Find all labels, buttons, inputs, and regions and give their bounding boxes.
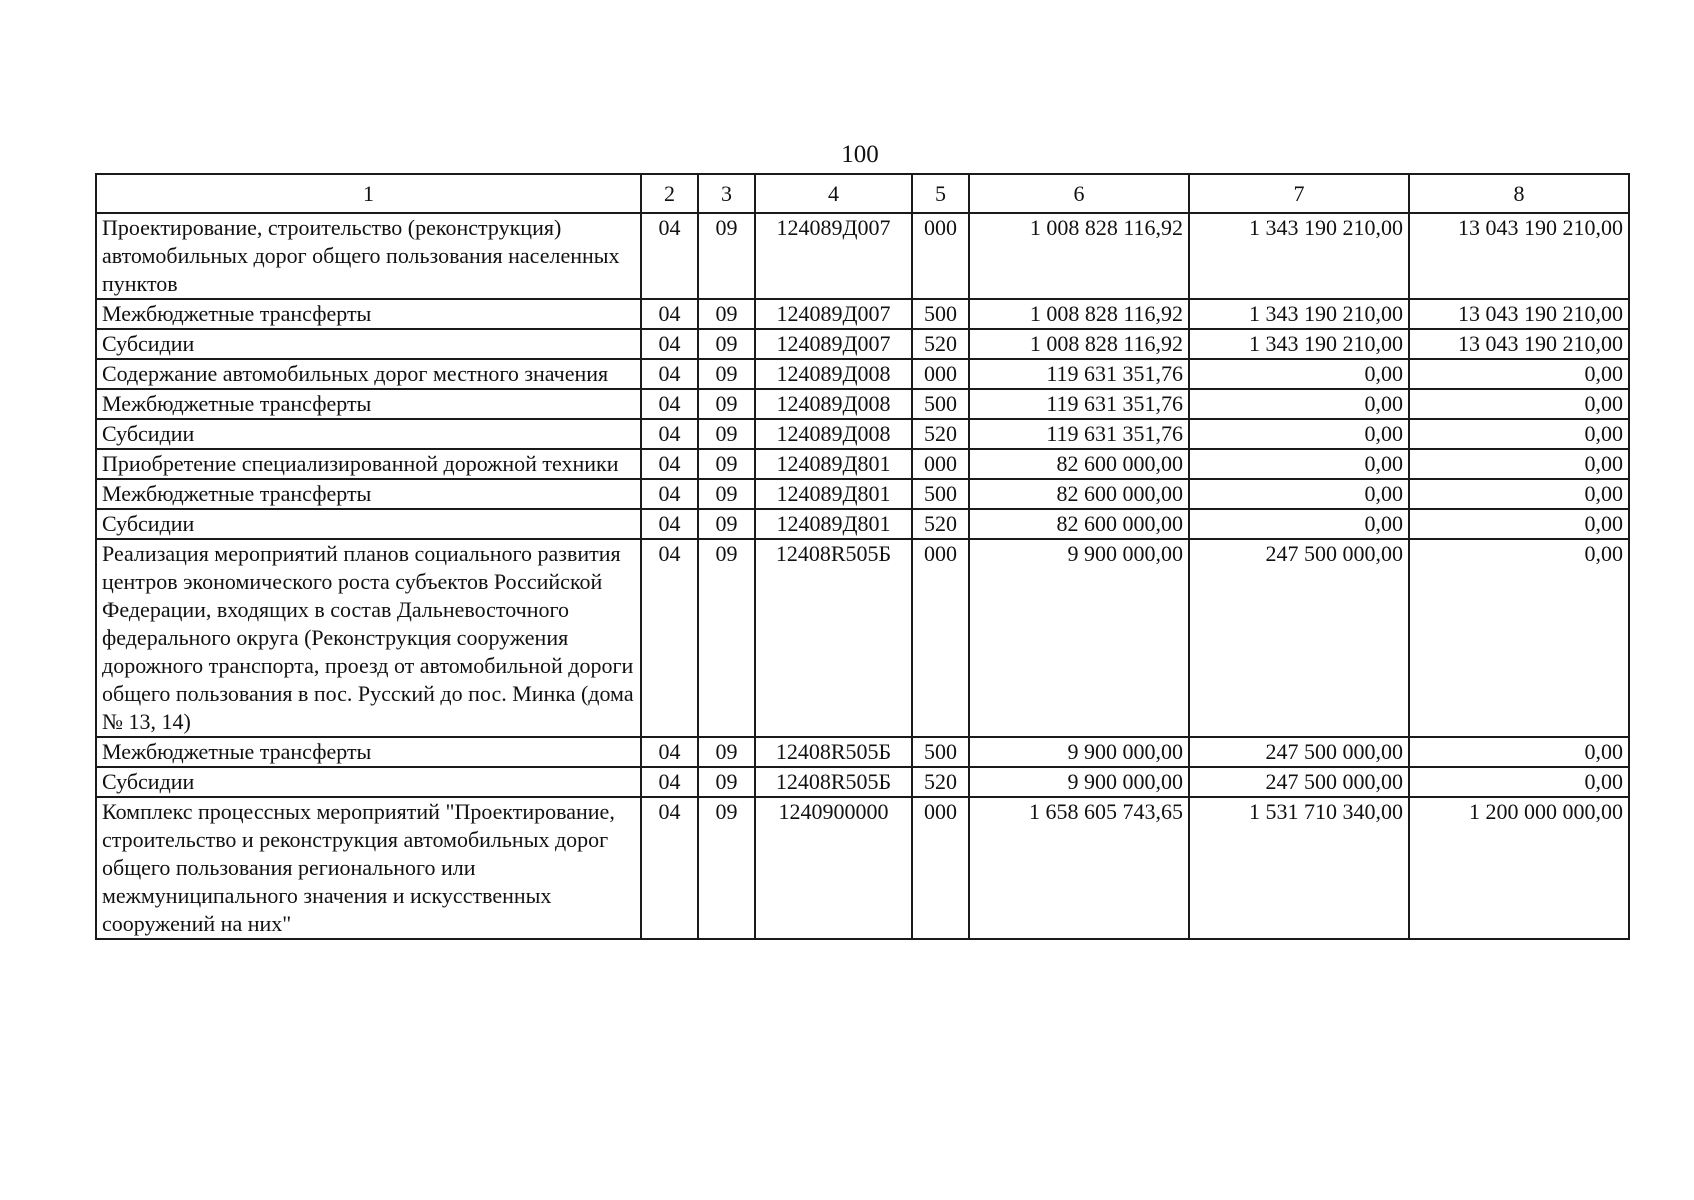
table-row bbox=[96, 539, 1629, 737]
amount-column-6: 119 631 351,76 bbox=[969, 359, 1189, 389]
target-article-code: 124089Д801 bbox=[755, 509, 912, 539]
amount-column-7: 0,00 bbox=[1189, 479, 1409, 509]
table-row bbox=[96, 509, 1629, 539]
amount-column-7: 247 500 000,00 bbox=[1189, 767, 1409, 797]
row-name: Субсидии bbox=[96, 509, 641, 539]
table-row bbox=[96, 419, 1629, 449]
subsection-code: 09 bbox=[698, 419, 755, 449]
row-name: Межбюджетные трансферты bbox=[96, 389, 641, 419]
row-name: Приобретение специализированной дорожной техники bbox=[96, 449, 641, 479]
row-name: Реализация мероприятий планов социального развития центров экономического роста субъектов Российской Федерации, входящих в состав Дальневосточного федерального округа (Реконструкция сооружения дорожного транспорта, проезд от автомобильной дороги общего пользования в пос. Русский до пос. Минка (дома № 13, 14) bbox=[96, 539, 641, 737]
amount-column-8: 0,00 bbox=[1409, 767, 1629, 797]
expense-type-code: 000 bbox=[912, 797, 969, 939]
amount-column-8: 13 043 190 210,00 bbox=[1409, 329, 1629, 359]
column-header: 3 bbox=[698, 174, 755, 213]
subsection-code: 09 bbox=[698, 539, 755, 737]
subsection-code: 09 bbox=[698, 509, 755, 539]
page-number: 100 bbox=[841, 141, 879, 168]
amount-column-8: 13 043 190 210,00 bbox=[1409, 213, 1629, 299]
subsection-code: 09 bbox=[698, 299, 755, 329]
section-code: 04 bbox=[641, 213, 698, 299]
expense-type-code: 000 bbox=[912, 449, 969, 479]
amount-column-6: 9 900 000,00 bbox=[969, 539, 1189, 737]
subsection-code: 09 bbox=[698, 767, 755, 797]
amount-column-7: 0,00 bbox=[1189, 509, 1409, 539]
section-code: 04 bbox=[641, 389, 698, 419]
amount-column-6: 1 008 828 116,92 bbox=[969, 213, 1189, 299]
column-header: 6 bbox=[969, 174, 1189, 213]
row-name: Межбюджетные трансферты bbox=[96, 299, 641, 329]
amount-column-7: 1 343 190 210,00 bbox=[1189, 329, 1409, 359]
target-article-code: 124089Д008 bbox=[755, 389, 912, 419]
column-header: 1 bbox=[96, 174, 641, 213]
section-code: 04 bbox=[641, 539, 698, 737]
row-name: Межбюджетные трансферты bbox=[96, 737, 641, 767]
subsection-code: 09 bbox=[698, 329, 755, 359]
section-code: 04 bbox=[641, 419, 698, 449]
table-row bbox=[96, 737, 1629, 767]
section-code: 04 bbox=[641, 767, 698, 797]
amount-column-7: 0,00 bbox=[1189, 449, 1409, 479]
subsection-code: 09 bbox=[698, 213, 755, 299]
table-row bbox=[96, 359, 1629, 389]
amount-column-8: 0,00 bbox=[1409, 509, 1629, 539]
table-row bbox=[96, 299, 1629, 329]
target-article-code: 124089Д801 bbox=[755, 479, 912, 509]
table-row bbox=[96, 767, 1629, 797]
amount-column-6: 82 600 000,00 bbox=[969, 479, 1189, 509]
column-header: 8 bbox=[1409, 174, 1629, 213]
expense-type-code: 000 bbox=[912, 539, 969, 737]
subsection-code: 09 bbox=[698, 389, 755, 419]
section-code: 04 bbox=[641, 509, 698, 539]
amount-column-8: 0,00 bbox=[1409, 539, 1629, 737]
header-row bbox=[96, 174, 1629, 213]
amount-column-7: 0,00 bbox=[1189, 389, 1409, 419]
table-row bbox=[96, 797, 1629, 939]
amount-column-8: 13 043 190 210,00 bbox=[1409, 299, 1629, 329]
amount-column-8: 0,00 bbox=[1409, 737, 1629, 767]
table-row bbox=[96, 479, 1629, 509]
table-row bbox=[96, 329, 1629, 359]
amount-column-7: 1 343 190 210,00 bbox=[1189, 299, 1409, 329]
subsection-code: 09 bbox=[698, 359, 755, 389]
subsection-code: 09 bbox=[698, 479, 755, 509]
section-code: 04 bbox=[641, 449, 698, 479]
target-article-code: 12408R505Б bbox=[755, 737, 912, 767]
expense-type-code: 500 bbox=[912, 299, 969, 329]
row-name: Содержание автомобильных дорог местного значения bbox=[96, 359, 641, 389]
budget-table bbox=[95, 173, 1630, 940]
expense-type-code: 500 bbox=[912, 737, 969, 767]
expense-type-code: 520 bbox=[912, 767, 969, 797]
amount-column-8: 0,00 bbox=[1409, 389, 1629, 419]
target-article-code: 124089Д007 bbox=[755, 329, 912, 359]
amount-column-6: 9 900 000,00 bbox=[969, 737, 1189, 767]
column-header: 7 bbox=[1189, 174, 1409, 213]
column-header: 4 bbox=[755, 174, 912, 213]
row-name: Субсидии bbox=[96, 329, 641, 359]
amount-column-8: 0,00 bbox=[1409, 479, 1629, 509]
section-code: 04 bbox=[641, 359, 698, 389]
amount-column-7: 0,00 bbox=[1189, 359, 1409, 389]
table-row bbox=[96, 389, 1629, 419]
target-article-code: 124089Д008 bbox=[755, 359, 912, 389]
target-article-code: 12408R505Б bbox=[755, 767, 912, 797]
amount-column-6: 9 900 000,00 bbox=[969, 767, 1189, 797]
table-row bbox=[96, 213, 1629, 299]
amount-column-6: 82 600 000,00 bbox=[969, 449, 1189, 479]
subsection-code: 09 bbox=[698, 797, 755, 939]
target-article-code: 1240900000 bbox=[755, 797, 912, 939]
table-row bbox=[96, 449, 1629, 479]
column-header: 2 bbox=[641, 174, 698, 213]
expense-type-code: 520 bbox=[912, 509, 969, 539]
expense-type-code: 000 bbox=[912, 213, 969, 299]
amount-column-8: 0,00 bbox=[1409, 449, 1629, 479]
section-code: 04 bbox=[641, 329, 698, 359]
section-code: 04 bbox=[641, 797, 698, 939]
amount-column-8: 0,00 bbox=[1409, 419, 1629, 449]
expense-type-code: 520 bbox=[912, 419, 969, 449]
amount-column-6: 1 658 605 743,65 bbox=[969, 797, 1189, 939]
row-name: Комплекс процессных мероприятий "Проектирование, строительство и реконструкция автомобильных дорог общего пользования регионального или межмуниципального значения и искусственных сооружений на них" bbox=[96, 797, 641, 939]
section-code: 04 bbox=[641, 479, 698, 509]
column-header: 5 bbox=[912, 174, 969, 213]
target-article-code: 124089Д008 bbox=[755, 419, 912, 449]
subsection-code: 09 bbox=[698, 449, 755, 479]
amount-column-6: 82 600 000,00 bbox=[969, 509, 1189, 539]
row-name: Проектирование, строительство (реконструкция) автомобильных дорог общего пользования населенных пунктов bbox=[96, 213, 641, 299]
amount-column-7: 1 531 710 340,00 bbox=[1189, 797, 1409, 939]
amount-column-6: 1 008 828 116,92 bbox=[969, 299, 1189, 329]
target-article-code: 12408R505Б bbox=[755, 539, 912, 737]
amount-column-6: 119 631 351,76 bbox=[969, 419, 1189, 449]
amount-column-8: 0,00 bbox=[1409, 359, 1629, 389]
target-article-code: 124089Д801 bbox=[755, 449, 912, 479]
amount-column-7: 0,00 bbox=[1189, 419, 1409, 449]
expense-type-code: 520 bbox=[912, 329, 969, 359]
expense-type-code: 000 bbox=[912, 359, 969, 389]
target-article-code: 124089Д007 bbox=[755, 299, 912, 329]
amount-column-7: 1 343 190 210,00 bbox=[1189, 213, 1409, 299]
amount-column-8: 1 200 000 000,00 bbox=[1409, 797, 1629, 939]
row-name: Межбюджетные трансферты bbox=[96, 479, 641, 509]
amount-column-6: 119 631 351,76 bbox=[969, 389, 1189, 419]
expense-type-code: 500 bbox=[912, 479, 969, 509]
target-article-code: 124089Д007 bbox=[755, 213, 912, 299]
row-name: Субсидии bbox=[96, 419, 641, 449]
section-code: 04 bbox=[641, 737, 698, 767]
amount-column-6: 1 008 828 116,92 bbox=[969, 329, 1189, 359]
amount-column-7: 247 500 000,00 bbox=[1189, 539, 1409, 737]
row-name: Субсидии bbox=[96, 767, 641, 797]
amount-column-7: 247 500 000,00 bbox=[1189, 737, 1409, 767]
section-code: 04 bbox=[641, 299, 698, 329]
subsection-code: 09 bbox=[698, 737, 755, 767]
expense-type-code: 500 bbox=[912, 389, 969, 419]
